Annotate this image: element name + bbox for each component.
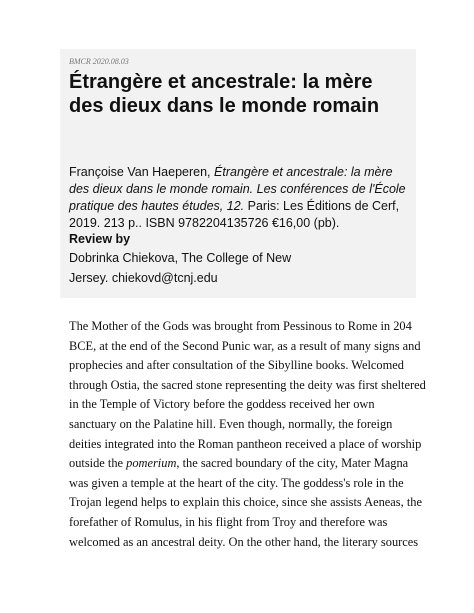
body-line: BCE, at the end of the Second Punic war, as a result of many signs and (69, 338, 421, 353)
pomerium-term: pomerium (126, 456, 177, 471)
body-line: welcomed as an ancestral deity. On the other hand, the literary sources (69, 534, 419, 549)
citation-author: Françoise Van Haeperen, (69, 165, 211, 179)
body-line: through Ostia, the sacred stone representing the deity was first sheltered (69, 377, 426, 392)
body-text-segment: outside the (69, 456, 127, 471)
body-line: prophecies and after consultation of the Sibylline books. Welcomed (69, 358, 404, 373)
body-line: deities integrated into the Roman pantheon received a place of worship (69, 436, 422, 451)
reviewer-line-1: Dobrinka Chiekova, The College of New (69, 251, 292, 265)
review-title: Étrangère et ancestrale: la mère des dieux dans le monde romain (69, 71, 380, 117)
reviewer-info (69, 248, 369, 288)
citation-publication: Paris: Les Éditions de Cerf, 2019. 213 p.. ISBN 9782204135726 €16,00 (pb). (69, 199, 400, 230)
body-line: The Mother of the Gods was brought from Pessinous to Rome in 204 (69, 319, 412, 333)
body-line (69, 454, 425, 474)
body-line: Trojan legend helps to explain this choice, since she assists Aeneas, the (69, 495, 422, 510)
body-line: in the Temple of Victory before the goddess received her own (69, 397, 375, 412)
review-by-label: Review by (69, 232, 131, 246)
reviewer-line-2: Jersey. chiekovd@tcnj.edu (69, 271, 218, 285)
citation-series: Les conférences de l'École pratique des hautes études, 12. (69, 182, 406, 213)
body-line: was given a temple at the heart of the city. The goddess's role in the (69, 475, 404, 490)
body-text-segment: , the sacred boundary of the city, Mater Magna (176, 456, 409, 471)
body-line: sanctuary on the Palatine hill. Even though, normally, the foreign (69, 416, 393, 431)
bmcr-identifier: BMCR 2020.08.03 (69, 57, 129, 66)
citation-work-title: Étrangère et ancestrale: la mère des dieux dans le monde romain. (69, 165, 393, 196)
body-line: forefather of Romulus, in his flight from Troy and therefore was (69, 514, 388, 529)
review-body (69, 317, 425, 552)
book-citation (69, 164, 409, 232)
